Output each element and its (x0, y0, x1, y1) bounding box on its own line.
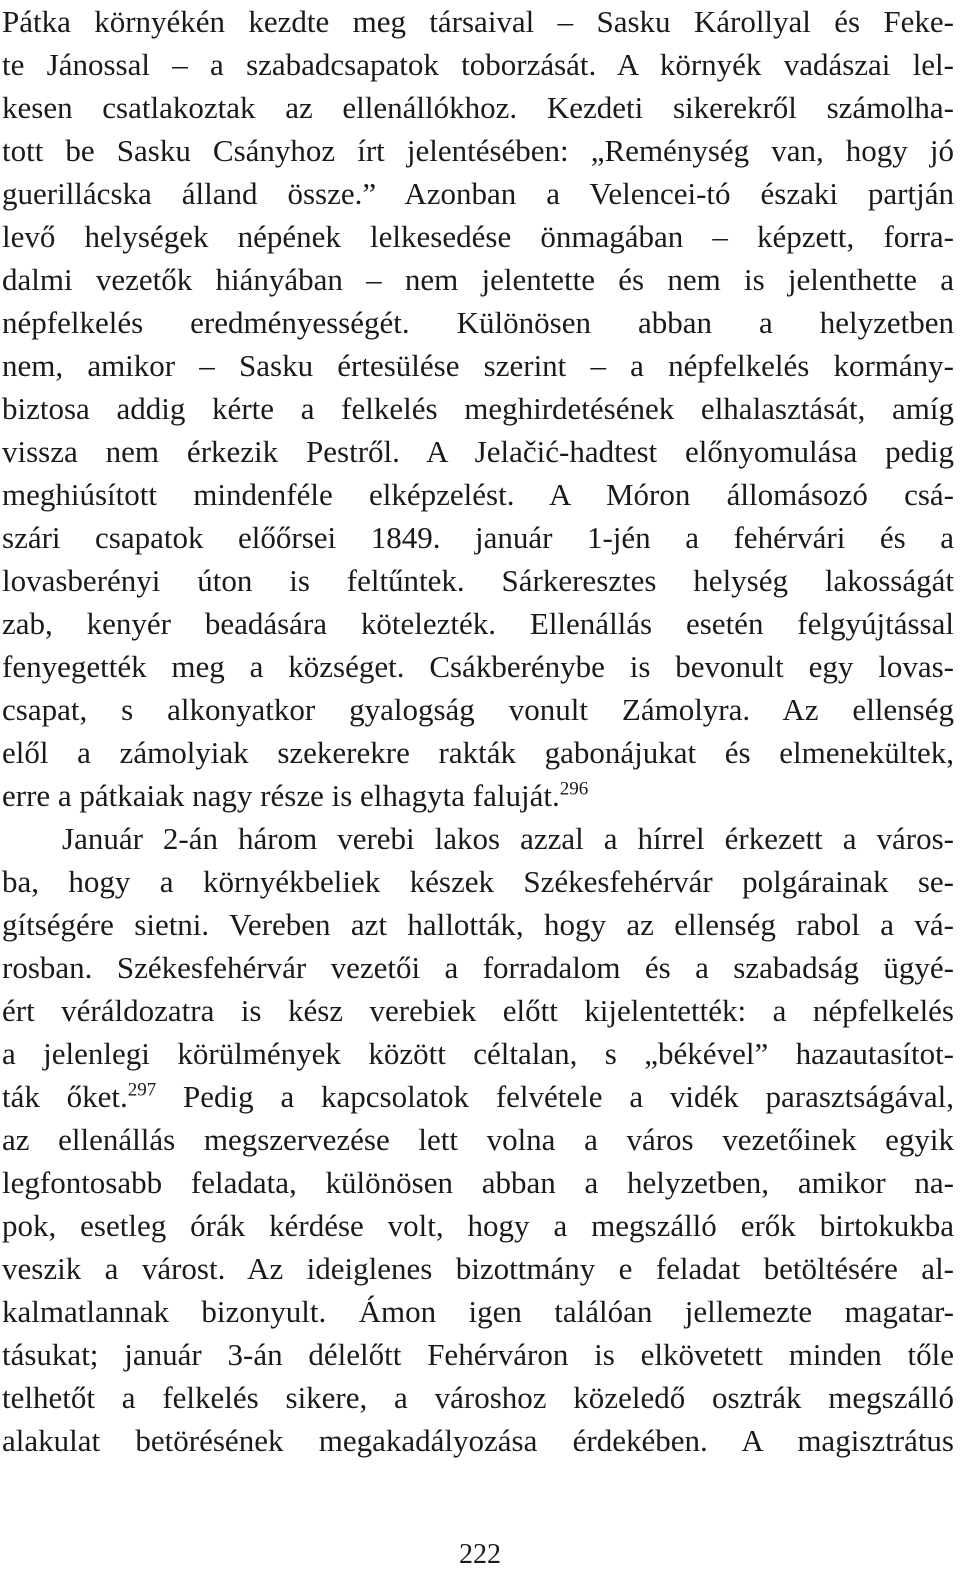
text-line: biztosa addig kérte a felkelés meghirdetésének elhalasztását, amíg (2, 391, 954, 426)
text-line: Január 2-án három verebi lakos azzal a hírrel érkezett a város- (62, 821, 954, 856)
text-line: ért véráldozatra is kész verebiek előtt kijelentették: a népfelkelés (2, 993, 954, 1028)
text-line: az ellenállás megszervezése lett volna a város vezetőinek egyik (2, 1122, 954, 1157)
text-line: kalmatlannak bizonyult. Ámon igen találóan jellemezte magatar- (2, 1294, 954, 1329)
text-line: elől a zámolyiak szekerekre rakták gabonájukat és elmenekültek, (2, 735, 954, 770)
text-line: Pátka környékén kezdte meg társaival – Sasku Károllyal és Feke- (2, 4, 954, 39)
text-line: nem, amikor – Sasku értesülése szerint – a népfelkelés kormány- (2, 348, 954, 383)
text-line: levő helységek népének lelkesedése önmagában – képzett, forra- (2, 219, 954, 254)
text-line: csapat, s alkonyatkor gyalogság vonult Zámolyra. Az ellenség (2, 692, 954, 727)
text-line: guerillácska álland össze.” Azonban a Velencei-tó északi partján (2, 176, 954, 211)
text-line: pok, esetleg órák kérdése volt, hogy a megszálló erők birtokukba (2, 1208, 954, 1243)
text-line: veszik a várost. Az ideiglenes bizottmány e feladat betöltésére al- (2, 1251, 954, 1286)
text-line (2, 1075, 954, 1119)
text-line-content: Pedig a kapcsolatok felvétele a vidék parasztságával, (156, 1079, 954, 1114)
text-line: zab, kenyér beadására kötelezték. Ellenállás esetén felgyújtással (2, 606, 954, 641)
text-line: alakulat betörésének megakadályozása érdekében. A magisztrátus (2, 1423, 954, 1458)
text-line: lovasberényi úton is feltűntek. Sárkeresztes helység lakosságát (2, 563, 954, 598)
text-line: kesen csatlakoztak az ellenállókhoz. Kezdeti sikerekről számolha- (2, 90, 954, 125)
text-line-content: erre a pátkaiak nagy része is elhagyta faluját. (2, 778, 560, 813)
text-line: fenyegették meg a községet. Csákberénybe is bevonult egy lovas- (2, 649, 954, 684)
text-line-content: ták őket. (2, 1079, 128, 1114)
text-line: gítségére sietni. Vereben azt hallották, hogy az ellenség rabol a vá- (2, 907, 954, 942)
text-line: tásukat; január 3-án délelőtt Fehérváron is elkövetett minden tőle (2, 1337, 954, 1372)
page-number: 222 (459, 1539, 501, 1570)
text-line: rosban. Székesfehérvár vezetői a forradalom és a szabadság ügyé- (2, 950, 954, 985)
text-line: tott be Sasku Csányhoz írt jelentésében: „Reménység van, hogy jó (2, 133, 954, 168)
text-line: ba, hogy a környékbeliek készek Székesfehérvár polgárainak se- (2, 864, 954, 899)
text-line: meghiúsított mindenféle elképzelést. A Móron állomásozó csá- (2, 477, 954, 512)
text-line: te Jánossal – a szabadcsapatok toborzását. A környék vadászai lel- (2, 47, 954, 82)
footnote-marker: 296 (559, 778, 589, 800)
text-line (2, 774, 954, 818)
text-line: népfelkelés eredményességét. Különösen abban a helyzetben (2, 305, 954, 340)
footnote-marker: 297 (127, 1079, 157, 1101)
text-line: dalmi vezetők hiányában – nem jelentette és nem is jelenthette a (2, 262, 954, 297)
text-line: telhetőt a felkelés sikere, a városhoz közeledő osztrák megszálló (2, 1380, 954, 1415)
text-line: vissza nem érkezik Pestről. A Jelačić-hadtest előnyomulása pedig (2, 434, 954, 469)
text-line: a jelenlegi körülmények között céltalan, s „békével” hazautasítot- (2, 1036, 954, 1071)
text-line: legfontosabb feladata, különösen abban a helyzetben, amikor na- (2, 1165, 954, 1200)
text-line: szári csapatok előőrsei 1849. január 1-jén a fehérvári és a (2, 520, 954, 555)
